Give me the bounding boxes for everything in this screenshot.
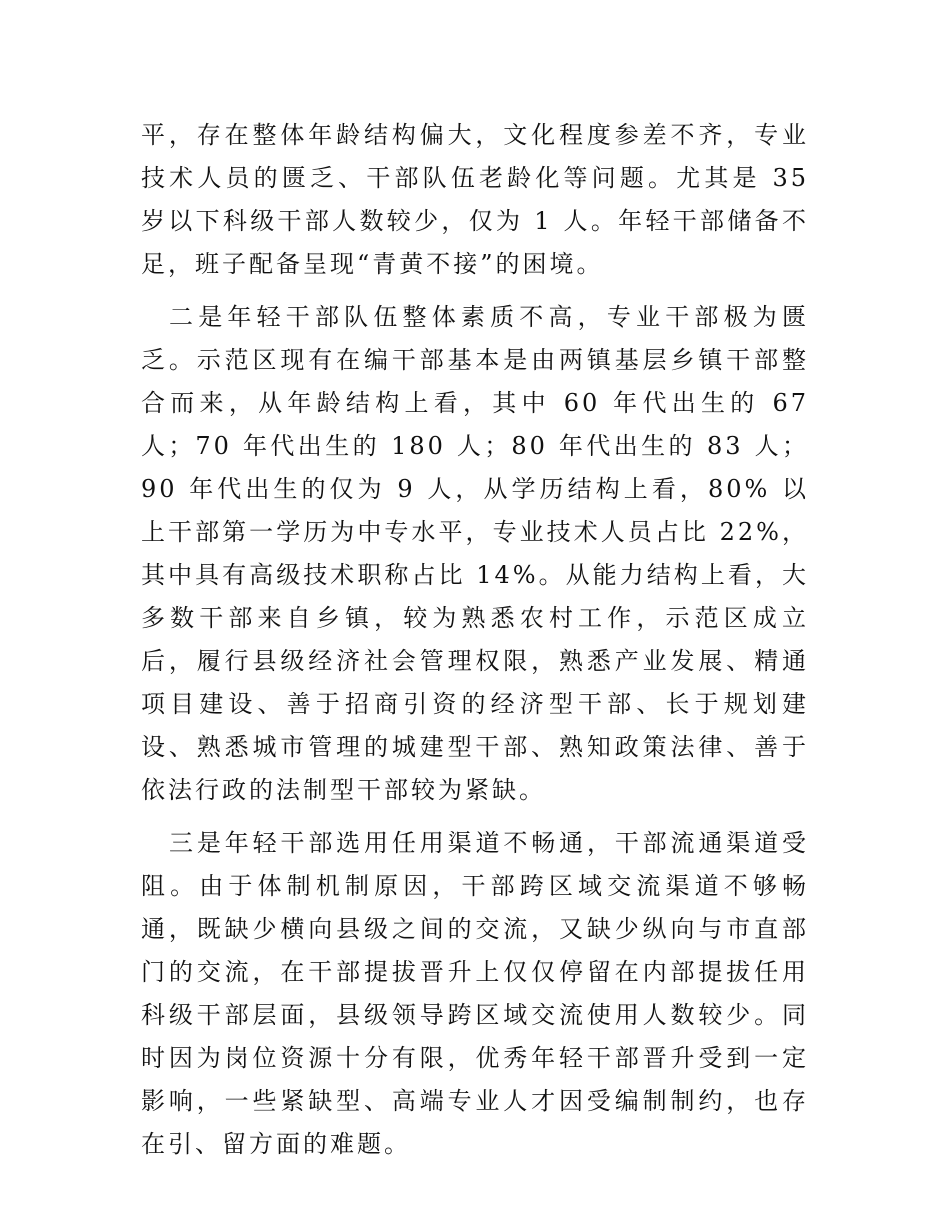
document-body	[141, 114, 809, 1176]
paragraph-point-three: 三是年轻干部选用任用渠道不畅通，干部流通渠道受阻。由于体制机制原因，干部跨区域交流渠道不够畅通，既缺少横向县级之间的交流，又缺少纵向与市直部门的交流，在干部提拔晋升上仅仅停留在内部提拔任用科级干部层面，县级领导跨区域交流使用人数较少。同时因为岗位资源十分有限，优秀年轻干部晋升受到一定影响，一些紧缺型、高端专业人才因受编制制约，也存在引、留方面的难题。	[141, 829, 809, 1158]
paragraph-point-two: 二是年轻干部队伍整体素质不高，专业干部极为匮乏。示范区现有在编干部基本是由两镇基层乡镇干部整合而来，从年龄结构上看，其中 60 年代出生的 67 人；70 年代出生的 180 人；80 年代出生的 83 人；90 年代出生的仅为 9 人，从学历结构上看，80% 以上干部第一学历为中专水平，专业技术人员占比 22%，其中具有高级技术职称占比 14%。从能力结构上看，大多数干部来自乡镇，较为熟悉农村工作，示范区成立后，履行县级经济社会管理权限，熟悉产业发展、精通项目建设、善于招商引资的经济型干部、长于规划建设、熟悉城市管理的城建型干部、熟知政策法律、善于依法行政的法制型干部较为紧缺。	[141, 303, 809, 804]
paragraph-continuation: 平，存在整体年龄结构偏大，文化程度参差不齐，专业技术人员的匮乏、干部队伍老龄化等问题。尤其是 35 岁以下科级干部人数较少，仅为 1 人。年轻干部储备不足，班子配备呈现“青黄不接”的困境。	[141, 121, 809, 278]
